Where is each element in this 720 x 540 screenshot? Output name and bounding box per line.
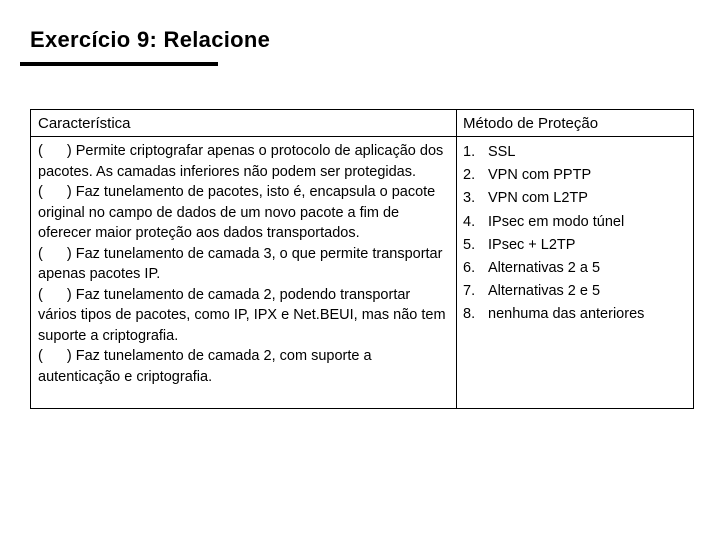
method-item: 3. VPN com L2TP bbox=[463, 190, 588, 207]
header-characteristic: Característica bbox=[38, 115, 131, 132]
characteristic-item: ( ) Faz tunelamento de camada 2, com suporte a autenticação e criptografia. bbox=[38, 348, 372, 385]
methods-column bbox=[463, 141, 691, 327]
characteristic-item: ( ) Faz tunelamento de camada 3, o que permite transportar apenas pacotes IP. bbox=[38, 245, 443, 282]
method-item: 2. VPN com PPTP bbox=[463, 167, 592, 184]
matching-table bbox=[30, 109, 694, 409]
column-divider bbox=[456, 110, 457, 408]
method-item: 8. nenhuma das anteriores bbox=[463, 306, 645, 323]
method-item: 4. IPsec em modo túnel bbox=[463, 213, 625, 230]
method-item: 5. IPsec + L2TP bbox=[463, 236, 576, 253]
page-title: Exercício 9: Relacione bbox=[30, 27, 271, 52]
method-item: 6. Alternativas 2 a 5 bbox=[463, 260, 601, 277]
method-item: 1. SSL bbox=[463, 144, 516, 160]
characteristic-item: ( ) Permite criptografar apenas o protocolo de aplicação dos pacotes. As camadas inferiores não podem ser protegidas. bbox=[38, 143, 444, 180]
characteristics-column bbox=[38, 141, 450, 387]
characteristic-item: ( ) Faz tunelamento de camada 2, podendo transportar vários tipos de pacotes, como IP, IPX e Net.BEUI, mas não tem suporte a criptografia. bbox=[38, 286, 446, 344]
header-protection-method: Método de Proteção bbox=[463, 115, 599, 132]
method-item: 7. Alternativas 2 e 5 bbox=[463, 283, 601, 300]
table-header-row bbox=[31, 110, 693, 137]
title-underline bbox=[20, 62, 218, 66]
characteristic-item: ( ) Faz tunelamento de pacotes, isto é, encapsula o pacote original no campo de dados de um novo pacote a fim de oferecer maior proteção aos dados transportados. bbox=[38, 184, 436, 241]
